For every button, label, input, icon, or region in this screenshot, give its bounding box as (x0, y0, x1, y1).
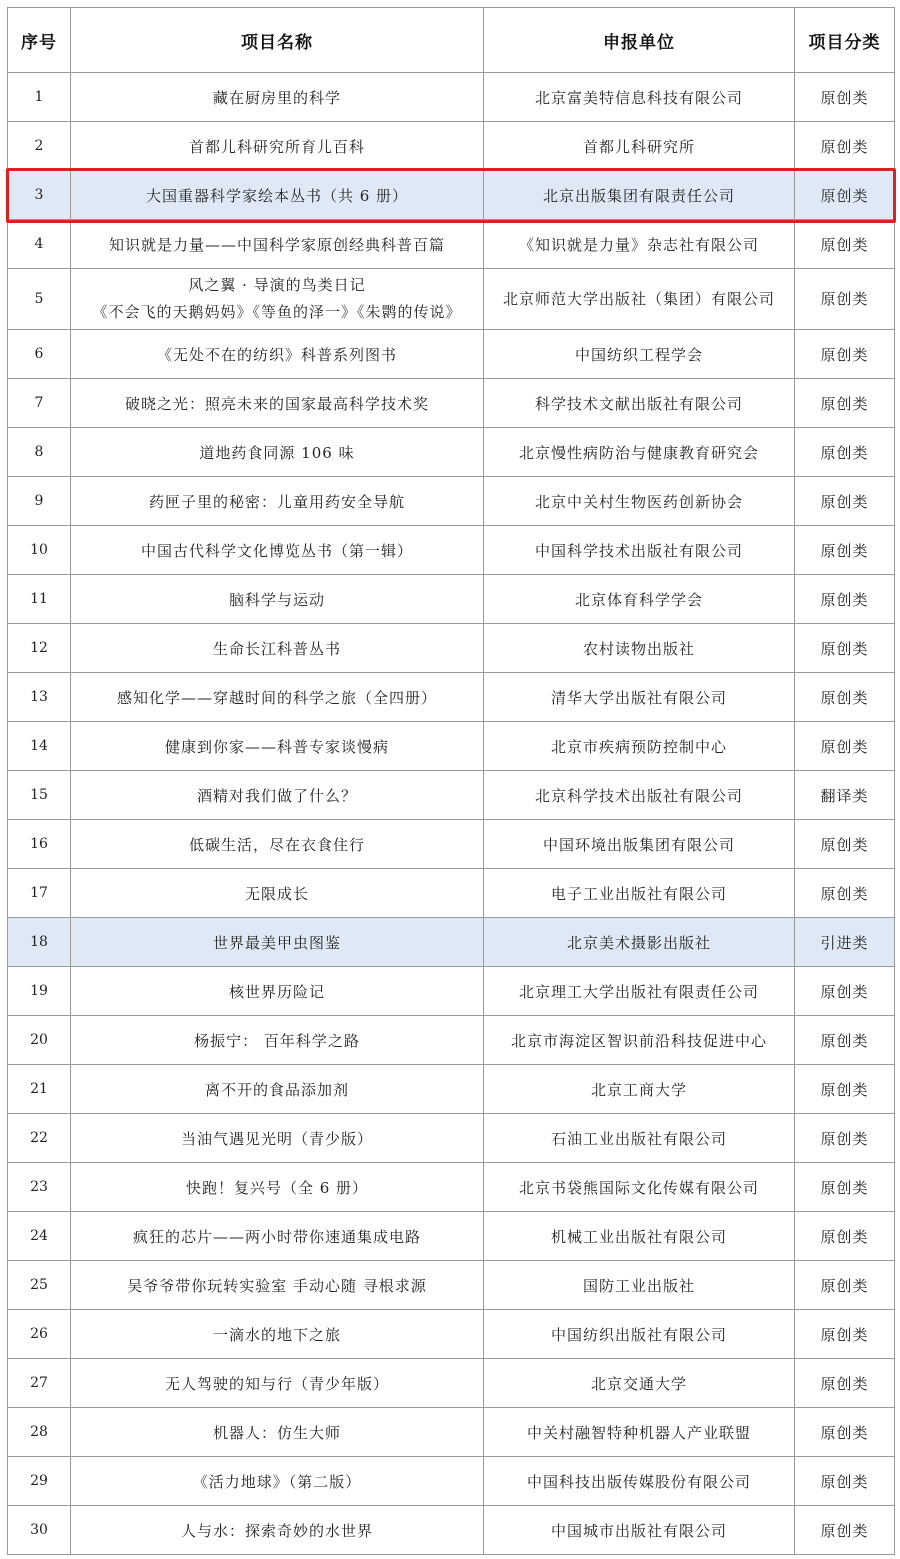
project-name-line: 杨振宁： 百年科学之路 (194, 1031, 360, 1050)
table-row (8, 122, 895, 171)
cell-category: 原创类 (795, 330, 895, 379)
cell-project-name (71, 575, 484, 624)
cell-category: 原创类 (795, 1114, 895, 1163)
project-name-line: 生命长江科普丛书 (212, 639, 341, 658)
cell-no: 18 (8, 918, 71, 967)
cell-applicant-unit: 清华大学出版社有限公司 (484, 673, 795, 722)
cell-no: 21 (8, 1065, 71, 1114)
project-name-line: 无限成长 (244, 884, 309, 903)
header-unit: 申报单位 (484, 8, 795, 73)
cell-no: 22 (8, 1114, 71, 1163)
project-name-line: 藏在厨房里的科学 (212, 88, 341, 107)
cell-applicant-unit: 北京书袋熊国际文化传媒有限公司 (484, 1163, 795, 1212)
table-wrapper (7, 7, 894, 1555)
table-row (8, 1212, 895, 1261)
cell-project-name (71, 771, 484, 820)
cell-project-name (71, 526, 484, 575)
table-row (8, 1261, 895, 1310)
cell-category: 原创类 (795, 269, 895, 330)
table-row (8, 330, 895, 379)
cell-no: 13 (8, 673, 71, 722)
project-name-line: 无人驾驶的知与行（青少年版） (164, 1374, 389, 1393)
header-category: 项目分类 (795, 8, 895, 73)
cell-applicant-unit: 北京体育科学学会 (484, 575, 795, 624)
project-name-line: 《无处不在的纺织》科普系列图书 (156, 345, 397, 364)
project-name-line: 低碳生活，尽在衣食住行 (188, 835, 365, 854)
project-name-line: 道地药食同源 106 味 (199, 443, 355, 462)
project-name-line: 当油气遇见光明（青少版） (180, 1129, 373, 1148)
cell-project-name (71, 1212, 484, 1261)
cell-project-name (71, 1065, 484, 1114)
cell-project-name (71, 918, 484, 967)
cell-project-name (71, 428, 484, 477)
project-name-line: 知识就是力量——中国科学家原创经典科普百篇 (108, 235, 445, 254)
project-name-line: 首都儿科研究所育儿百科 (188, 137, 365, 156)
cell-no: 2 (8, 122, 71, 171)
table-row (8, 869, 895, 918)
table-row (8, 918, 895, 967)
project-name-line: 破晓之光：照亮未来的国家最高科学技术奖 (124, 394, 429, 413)
table-body (8, 73, 895, 1555)
cell-project-name (71, 477, 484, 526)
cell-no: 6 (8, 330, 71, 379)
cell-applicant-unit: 首都儿科研究所 (484, 122, 795, 171)
cell-category: 原创类 (795, 526, 895, 575)
cell-no: 7 (8, 379, 71, 428)
table-row (8, 1408, 895, 1457)
project-name-line: 机器人：仿生大师 (212, 1423, 341, 1442)
project-name-line: 脑科学与运动 (228, 590, 325, 609)
cell-category: 引进类 (795, 918, 895, 967)
project-name-line: 风之翼 · 导演的鸟类日记 (188, 276, 366, 294)
cell-applicant-unit: 中国科技出版传媒股份有限公司 (484, 1457, 795, 1506)
project-name-line: 酒精对我们做了什么？ (196, 786, 357, 805)
cell-category: 原创类 (795, 1163, 895, 1212)
cell-applicant-unit: 北京科学技术出版社有限公司 (484, 771, 795, 820)
project-name-line: 中国古代科学文化博览丛书（第一辑） (140, 541, 413, 560)
project-table (7, 7, 895, 1555)
table-row (8, 673, 895, 722)
cell-project-name (71, 1163, 484, 1212)
cell-applicant-unit: 北京师范大学出版社（集团）有限公司 (484, 269, 795, 330)
project-name-line: 快跑！复兴号（全 6 册） (185, 1178, 369, 1197)
cell-category: 原创类 (795, 869, 895, 918)
table-row (8, 428, 895, 477)
table-row (8, 967, 895, 1016)
cell-project-name (71, 1114, 484, 1163)
cell-applicant-unit: 科学技术文献出版社有限公司 (484, 379, 795, 428)
cell-project-name (71, 220, 484, 269)
project-name-line: 药匣子里的秘密：儿童用药安全导航 (148, 492, 405, 511)
project-name-line: 疯狂的芯片——两小时带你速通集成电路 (132, 1227, 421, 1246)
cell-no: 29 (8, 1457, 71, 1506)
cell-project-name (71, 122, 484, 171)
cell-applicant-unit: 北京理工大学出版社有限责任公司 (484, 967, 795, 1016)
cell-no: 24 (8, 1212, 71, 1261)
table-row (8, 624, 895, 673)
table-row (8, 1065, 895, 1114)
table-row (8, 171, 895, 220)
cell-project-name (71, 722, 484, 771)
table-row (8, 526, 895, 575)
table-row (8, 1310, 895, 1359)
table-row (8, 575, 895, 624)
cell-no: 4 (8, 220, 71, 269)
cell-category: 原创类 (795, 220, 895, 269)
cell-no: 19 (8, 967, 71, 1016)
cell-category: 原创类 (795, 1310, 895, 1359)
cell-applicant-unit: 农村读物出版社 (484, 624, 795, 673)
cell-category: 原创类 (795, 73, 895, 122)
cell-no: 30 (8, 1506, 71, 1555)
table-row (8, 1506, 895, 1555)
cell-applicant-unit: 北京交通大学 (484, 1359, 795, 1408)
cell-no: 16 (8, 820, 71, 869)
cell-category: 原创类 (795, 624, 895, 673)
cell-project-name (71, 1310, 484, 1359)
cell-applicant-unit: 机械工业出版社有限公司 (484, 1212, 795, 1261)
cell-no: 17 (8, 869, 71, 918)
cell-applicant-unit: 北京市海淀区智识前沿科技促进中心 (484, 1016, 795, 1065)
cell-category: 原创类 (795, 1016, 895, 1065)
table-row (8, 379, 895, 428)
cell-category: 原创类 (795, 1261, 895, 1310)
cell-project-name (71, 1016, 484, 1065)
cell-no: 26 (8, 1310, 71, 1359)
cell-no: 10 (8, 526, 71, 575)
cell-project-name (71, 1457, 484, 1506)
cell-applicant-unit: 国防工业出版社 (484, 1261, 795, 1310)
cell-project-name (71, 330, 484, 379)
cell-applicant-unit: 中国纺织工程学会 (484, 330, 795, 379)
table-row (8, 477, 895, 526)
cell-applicant-unit: 中关村融智特种机器人产业联盟 (484, 1408, 795, 1457)
cell-applicant-unit: 北京慢性病防治与健康教育研究会 (484, 428, 795, 477)
cell-project-name (71, 673, 484, 722)
cell-applicant-unit: 中国城市出版社有限公司 (484, 1506, 795, 1555)
cell-no: 1 (8, 73, 71, 122)
cell-project-name (71, 379, 484, 428)
cell-category: 原创类 (795, 673, 895, 722)
cell-category: 原创类 (795, 1506, 895, 1555)
header-row (8, 8, 895, 73)
table-row (8, 1114, 895, 1163)
cell-no: 5 (8, 269, 71, 330)
cell-no: 20 (8, 1016, 71, 1065)
project-name-line: 健康到你家——科普专家谈慢病 (164, 737, 389, 756)
cell-no: 23 (8, 1163, 71, 1212)
table-row (8, 1457, 895, 1506)
header-name: 项目名称 (71, 8, 484, 73)
cell-project-name (71, 1506, 484, 1555)
cell-applicant-unit: 石油工业出版社有限公司 (484, 1114, 795, 1163)
cell-project-name (71, 1408, 484, 1457)
cell-category: 原创类 (795, 722, 895, 771)
cell-no: 3 (8, 171, 71, 220)
cell-project-name (71, 73, 484, 122)
cell-category: 原创类 (795, 379, 895, 428)
cell-project-name (71, 269, 484, 330)
cell-category: 原创类 (795, 967, 895, 1016)
table-row (8, 820, 895, 869)
cell-category: 原创类 (795, 477, 895, 526)
cell-applicant-unit: 北京中关村生物医药创新协会 (484, 477, 795, 526)
table-row (8, 1163, 895, 1212)
project-name-line: 大国重器科学家绘本丛书（共 6 册） (145, 186, 409, 205)
table-row (8, 73, 895, 122)
cell-applicant-unit: 中国纺织出版社有限公司 (484, 1310, 795, 1359)
cell-applicant-unit: 中国环境出版集团有限公司 (484, 820, 795, 869)
cell-applicant-unit: 北京富美特信息科技有限公司 (484, 73, 795, 122)
project-name-line: 人与水：探索奇妙的水世界 (180, 1521, 373, 1540)
table-row (8, 269, 895, 330)
cell-project-name (71, 624, 484, 673)
cell-applicant-unit: 中国科学技术出版社有限公司 (484, 526, 795, 575)
cell-no: 14 (8, 722, 71, 771)
cell-no: 9 (8, 477, 71, 526)
cell-project-name (71, 1359, 484, 1408)
header-no: 序号 (8, 8, 71, 73)
cell-category: 原创类 (795, 428, 895, 477)
cell-category: 原创类 (795, 575, 895, 624)
project-name-line: 《活力地球》（第二版） (192, 1472, 362, 1491)
project-name-line: 感知化学——穿越时间的科学之旅（全四册） (116, 688, 437, 707)
cell-project-name (71, 1261, 484, 1310)
table-row (8, 1016, 895, 1065)
cell-category: 原创类 (795, 1408, 895, 1457)
cell-category: 原创类 (795, 122, 895, 171)
project-name-line: 核世界历险记 (228, 982, 325, 1001)
cell-category: 原创类 (795, 1457, 895, 1506)
cell-applicant-unit: 电子工业出版社有限公司 (484, 869, 795, 918)
table-row (8, 771, 895, 820)
project-name-line: 离不开的食品添加剂 (204, 1080, 349, 1099)
cell-project-name (71, 967, 484, 1016)
cell-no: 27 (8, 1359, 71, 1408)
cell-category: 原创类 (795, 1065, 895, 1114)
cell-no: 15 (8, 771, 71, 820)
cell-no: 11 (8, 575, 71, 624)
cell-applicant-unit: 北京市疾病预防控制中心 (484, 722, 795, 771)
cell-applicant-unit: 《知识就是力量》杂志社有限公司 (484, 220, 795, 269)
cell-no: 28 (8, 1408, 71, 1457)
cell-no: 8 (8, 428, 71, 477)
project-name-line: 世界最美甲虫图鉴 (212, 933, 341, 952)
table-row (8, 1359, 895, 1408)
cell-applicant-unit: 北京出版集团有限责任公司 (484, 171, 795, 220)
cell-category: 翻译类 (795, 771, 895, 820)
cell-category: 原创类 (795, 820, 895, 869)
cell-applicant-unit: 北京美术摄影出版社 (484, 918, 795, 967)
table-row (8, 722, 895, 771)
cell-category: 原创类 (795, 1359, 895, 1408)
table-row (8, 220, 895, 269)
cell-project-name (71, 820, 484, 869)
cell-no: 12 (8, 624, 71, 673)
cell-category: 原创类 (795, 171, 895, 220)
cell-project-name (71, 171, 484, 220)
cell-no: 25 (8, 1261, 71, 1310)
cell-project-name (71, 869, 484, 918)
project-name-line: 《不会飞的天鹅妈妈》《等鱼的泽一》《朱鹮的传说》 (92, 303, 462, 321)
project-name-line: 吴爷爷带你玩转实验室 手动心随 寻根求源 (127, 1276, 427, 1295)
cell-applicant-unit: 北京工商大学 (484, 1065, 795, 1114)
cell-category: 原创类 (795, 1212, 895, 1261)
project-name-line: 一滴水的地下之旅 (212, 1325, 341, 1344)
